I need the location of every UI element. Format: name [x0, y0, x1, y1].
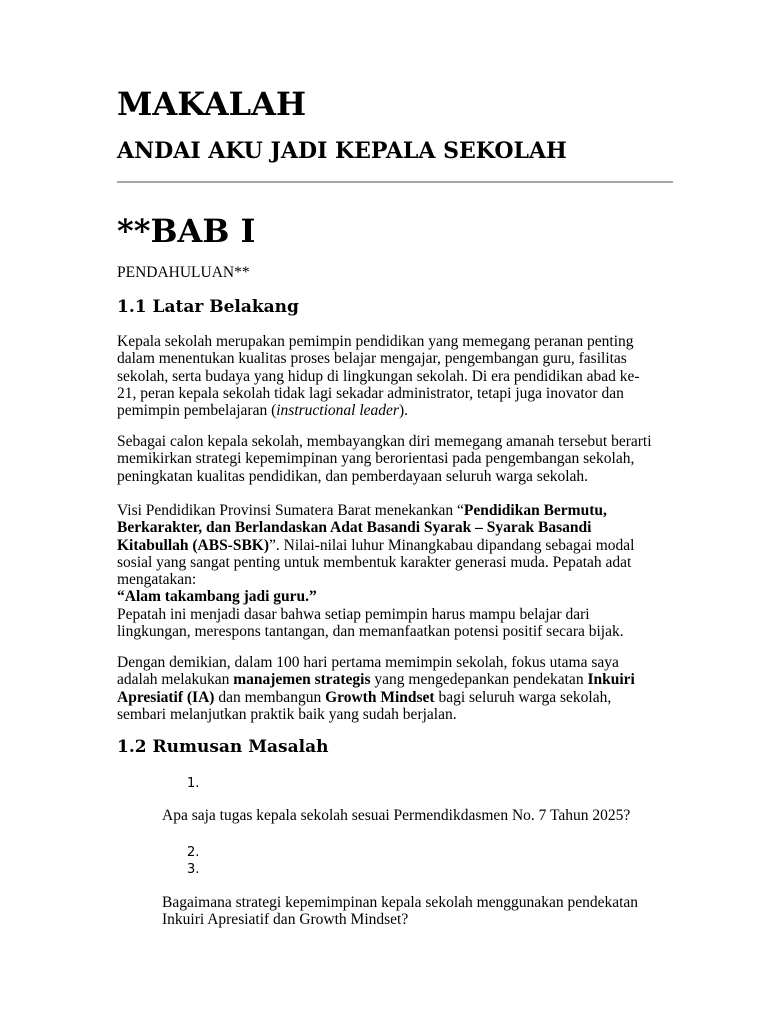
text-line: peningkatan kualitas pendidikan, dan pemberdayaan seluruh warga sekolah.: [117, 467, 589, 485]
paragraph-visi-pendidikan: [117, 502, 634, 640]
section-heading-latar-belakang: 1.1 Latar Belakang: [117, 297, 299, 317]
text-line: [117, 671, 635, 688]
bold-text: Berkarakter, dan Berlandaskan Adat Basandi Syarak – Syarak Basandi: [117, 519, 592, 537]
quote-line: [117, 588, 634, 605]
text-span: adalah melakukan: [117, 671, 234, 689]
bold-text: Growth Mindset: [325, 688, 435, 706]
text-span: ”. Nilai-nilai luhur Minangkabau dipandang sebagai modal: [269, 536, 635, 554]
text-line: 21, peran kepala sekolah tidak lagi sekadar administrator, tetapi juga inovator dan: [117, 384, 624, 402]
text-line: [117, 519, 634, 536]
text-line: Inkuiri Apresiatif dan Growth Mindset?: [162, 911, 409, 929]
text-span: pemimpin pembelajaran (: [117, 402, 277, 420]
text-span: ).: [398, 402, 408, 420]
section-heading-rumusan-masalah: 1.2 Rumusan Masalah: [117, 737, 329, 757]
document-title: MAKALAH: [117, 85, 307, 123]
list-number: 2.: [187, 845, 200, 860]
text-span: dan membangun: [214, 688, 326, 706]
text-line: [117, 537, 634, 554]
list-item-question-1: [162, 807, 630, 824]
text-line: [117, 502, 634, 519]
paragraph-seratus-hari: [117, 654, 635, 723]
text-line: Pepatah ini menjadi dasar bahwa setiap pemimpin harus mampu belajar dari: [117, 605, 590, 623]
bold-text: Pendidikan Bermutu,: [463, 502, 607, 519]
paragraph-latar-belakang-2: [117, 433, 652, 485]
text-line: sembari melanjutkan praktik baik yang sudah berjalan.: [117, 705, 457, 723]
text-line: Kepala sekolah merupakan pemimpin pendidikan yang memegang peranan penting: [117, 333, 634, 350]
list-number: 1.: [187, 776, 200, 791]
text-line: dalam menentukan kualitas proses belajar mengajar, pengembangan guru, fasilitas: [117, 350, 627, 368]
bold-text: Kitabullah (ABS-SBK): [117, 536, 270, 554]
horizontal-rule: [117, 181, 673, 183]
text-line: Dengan demikian, dalam 100 hari pertama memimpin sekolah, fokus utama saya: [117, 654, 619, 671]
text-line: [117, 689, 635, 706]
text-span: Visi Pendidikan Provinsi Sumatera Barat menekankan “: [117, 502, 464, 519]
bold-text: manajemen strategis: [233, 671, 371, 689]
text-line: [117, 402, 640, 419]
chapter-heading: **BAB I: [117, 212, 256, 250]
text-line: Apa saja tugas kepala sekolah sesuai Permendikdasmen No. 7 Tahun 2025?: [162, 807, 631, 824]
text-line: sekolah, serta budaya yang hidup di lingkungan sekolah. Di era pendidikan abad ke-: [117, 367, 640, 385]
bold-text: Apresiatif (IA): [117, 688, 215, 706]
text-line: lingkungan, merespons tantangan, dan memanfaatkan potensi positif secara bijak.: [117, 623, 624, 641]
text-line: mengatakan:: [117, 571, 197, 589]
list-item-question-2: [162, 894, 638, 929]
chapter-subheading: PENDAHULUAN**: [117, 264, 250, 281]
bold-quote: “Alam takambang jadi guru.”: [117, 588, 317, 606]
text-line: Sebagai calon kepala sekolah, membayangkan diri memegang amanah tersebut berarti: [117, 433, 652, 450]
paragraph-latar-belakang-1: [117, 333, 640, 419]
text-span: yang mengedepankan pendekatan: [370, 671, 588, 689]
list-number: 3.: [187, 862, 200, 877]
bold-text: Inkuiri: [587, 671, 635, 689]
text-line: Bagaimana strategi kepemimpinan kepala sekolah menggunakan pendekatan: [162, 894, 639, 911]
text-line: memikirkan strategi kepemimpinan yang berorientasi pada pengembangan sekolah,: [117, 450, 635, 468]
text-span: bagi seluruh warga sekolah,: [434, 688, 612, 706]
italic-term: instructional leader: [276, 402, 399, 420]
text-line: sosial yang sangat penting untuk membentuk karakter generasi muda. Pepatah adat: [117, 553, 632, 571]
document-subtitle: ANDAI AKU JADI KEPALA SEKOLAH: [117, 138, 567, 164]
